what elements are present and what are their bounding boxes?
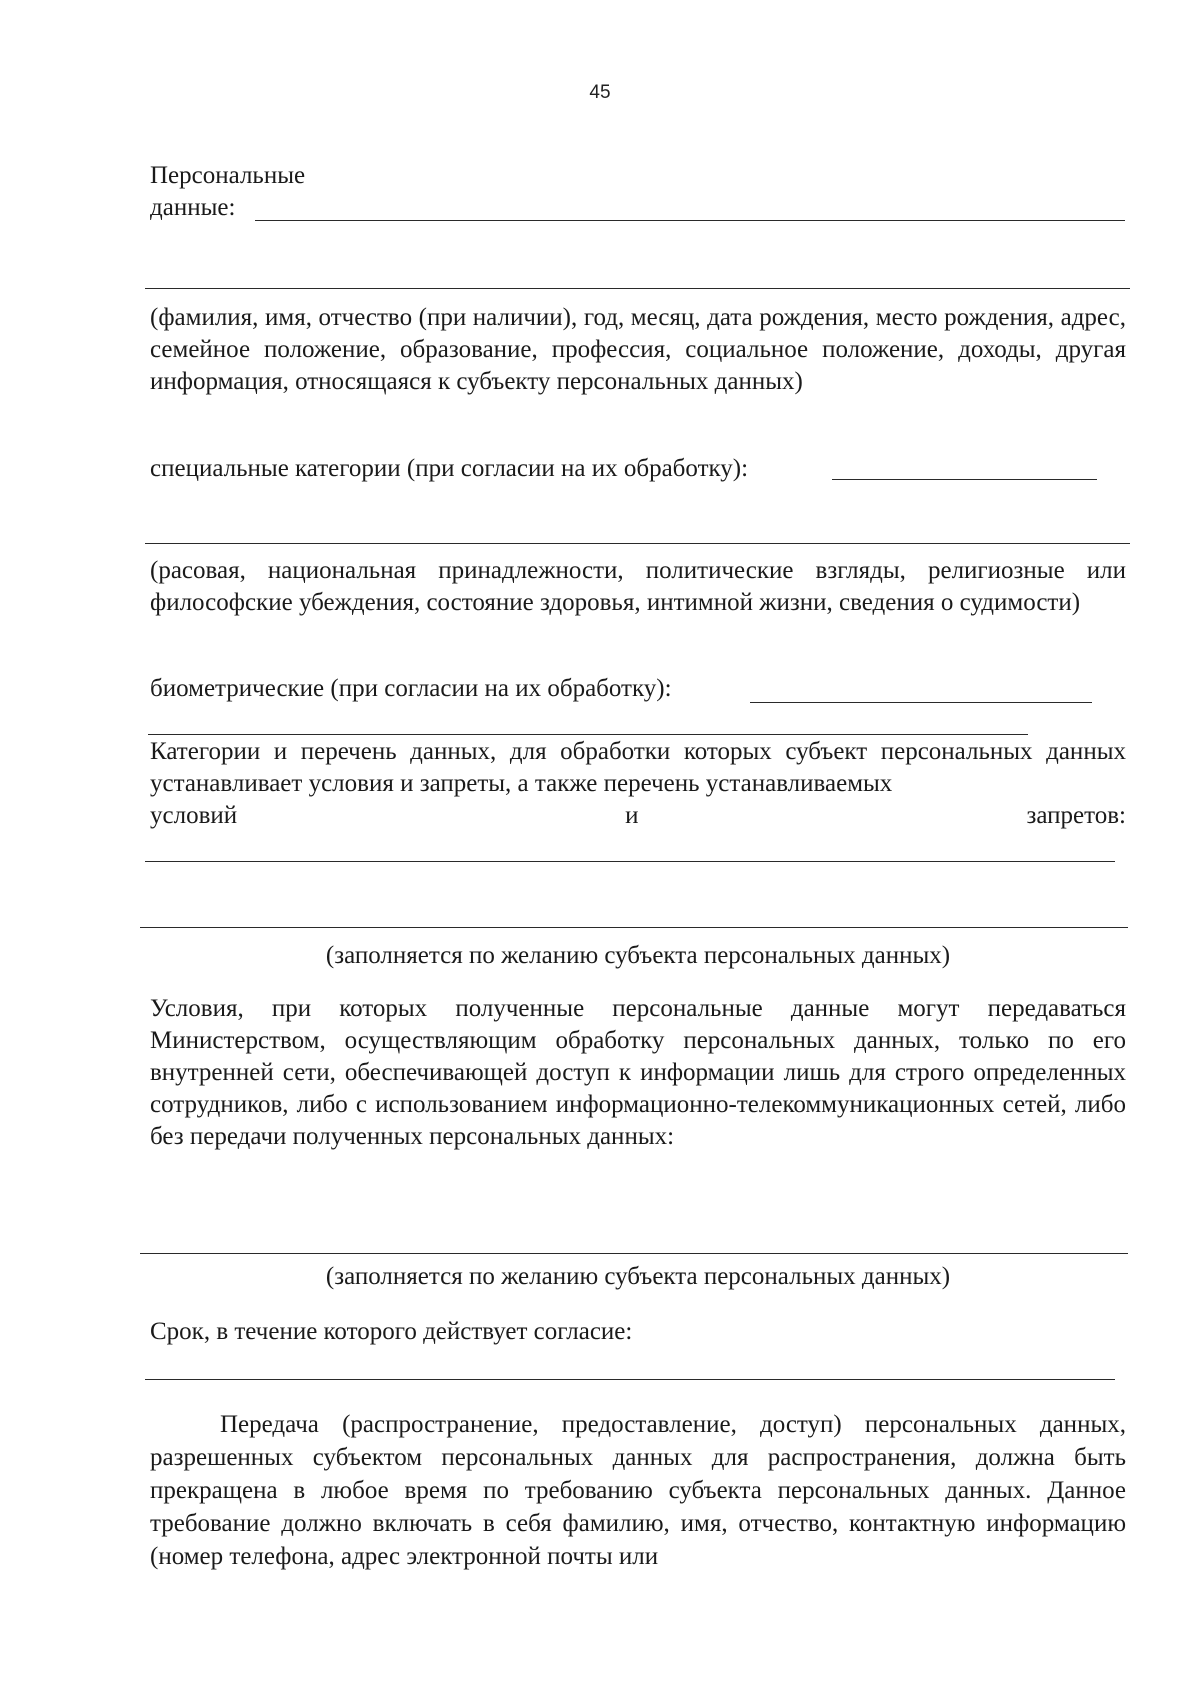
- biometric-field-line[interactable]: [750, 702, 1092, 703]
- personal-data-field-line[interactable]: [255, 220, 1125, 221]
- categories-conditions-word-left: условий: [150, 802, 238, 829]
- biometric-label: биометрические (при согласии на их обработку):: [150, 675, 672, 702]
- final-paragraph: Передача (распространение, предоставление, доступ) персональных данных, разрешенных субъектом персональных данных для распространения, должна быть прекращена в любое время по требованию субъекта персональных данных. Данное требование должно включать в себя фамилию, имя, отчество, контактную информацию (номер телефона, адрес электронной почты или: [150, 1411, 1126, 1570]
- categories-conditions-field-line[interactable]: [145, 861, 1115, 862]
- categories-conditions-field-line-2[interactable]: [140, 927, 1128, 928]
- page-number: 45: [589, 82, 611, 103]
- personal-data-field-line-2[interactable]: [145, 288, 1130, 289]
- personal-data-label-line1: Персональные: [150, 162, 306, 189]
- personal-data-label: [150, 160, 350, 224]
- transfer-conditions-field-line[interactable]: [140, 1253, 1128, 1254]
- categories-conditions-word-right: запретов:: [1026, 802, 1126, 829]
- special-categories-label: специальные категории (при согласии на их обработку):: [150, 455, 749, 482]
- special-categories-field-line[interactable]: [832, 479, 1097, 480]
- biometric-field-line-2[interactable]: [148, 734, 1028, 735]
- categories-conditions-word-mid: и: [625, 802, 639, 829]
- personal-data-hint: (фамилия, имя, отчество (при наличии), год, месяц, дата рождения, место рождения, адрес, семейное положение, образование, профессия, социальное положение, доходы, другая информация, относящаяся к субъекту персональных данных): [150, 304, 1126, 395]
- categories-conditions-text: [150, 736, 1126, 832]
- transfer-conditions-text: Условия, при которых полученные персональные данные могут передаваться Министерством, осуществляющим обработку персональных данных, только по его внутренней сети, обеспечивающей доступ к информации лишь для строго определенных сотрудников, либо с использованием информационно-телекоммуникационных сетей, либо без передачи полученных персональных данных:: [150, 995, 1126, 1150]
- personal-data-label-line2: данные:: [150, 194, 236, 221]
- categories-conditions-hint: (заполняется по желанию субъекта персональных данных): [325, 942, 951, 969]
- term-label: Срок, в течение которого действует согласие:: [150, 1318, 633, 1345]
- term-field-line[interactable]: [145, 1379, 1115, 1380]
- special-categories-hint: (расовая, национальная принадлежности, политические взгляды, религиозные или философские убеждения, состояние здоровья, интимной жизни, сведения о судимости): [150, 557, 1126, 616]
- special-categories-field-line-2[interactable]: [145, 543, 1130, 544]
- categories-conditions-body: Категории и перечень данных, для обработки которых субъект персональных данных устанавливает условия и запреты, а также перечень устанавливаемых: [150, 738, 1126, 797]
- categories-conditions-last-line: [150, 800, 1126, 832]
- transfer-conditions-hint: (заполняется по желанию субъекта персональных данных): [325, 1263, 951, 1290]
